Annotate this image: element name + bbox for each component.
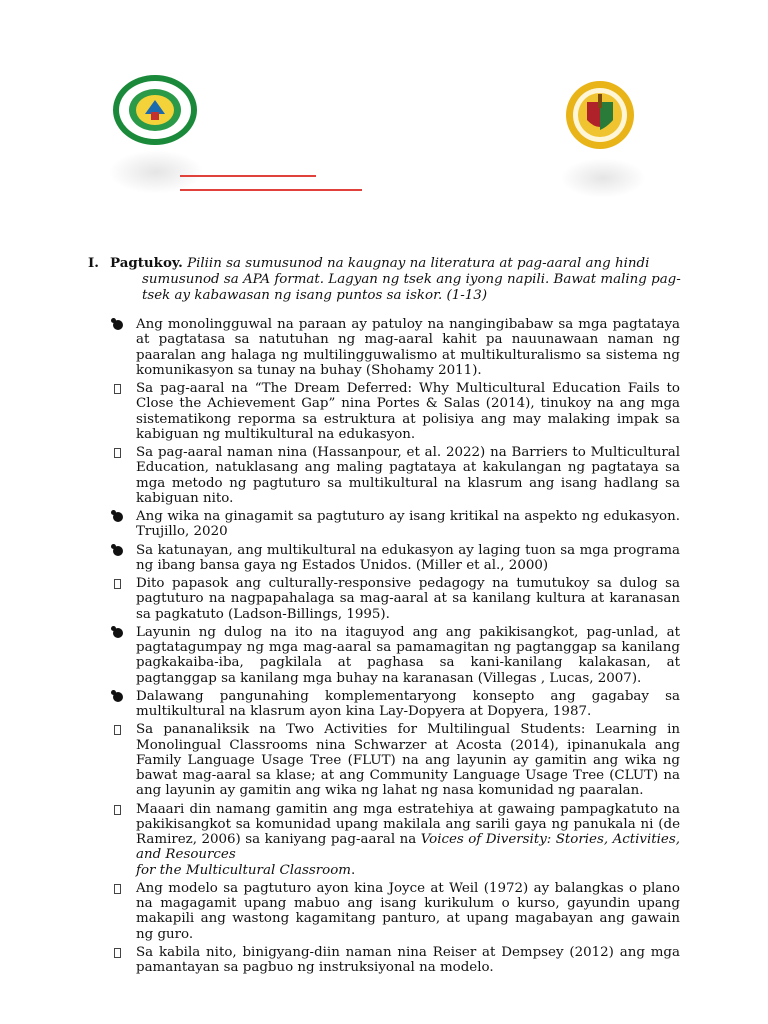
item-text: Ang monolingguwal na paraan ay patuloy na nangingibabaw sa mga pagtataya at pagtatasa sa natutuhan ng mag-aaral kahit pa nauunawaan naman ng paaralan ang halaga ng multilingguwalismo at multikulturalismo sa sistema ng komunikasyon sa tunay na buhay (Shohamy 2011). [136,317,680,378]
school-seal-logo [112,74,198,146]
instructions-line: tsek ay kabawasan ng isang puntos sa iskor. (1-13) [142,288,488,303]
list-item [112,625,680,686]
checkbox[interactable] [112,447,124,459]
checkbox[interactable] [112,511,124,523]
instructions-line: sumusunod sa APA format. Lagyan ng tsek ang iyong napili. Bawat maling pag- [142,272,681,287]
list-item [112,689,680,720]
item-text: Dito papasok ang culturally-responsive pedagogy na tumutukoy sa dulog sa pagtuturo na nagpapahalaga sa mag-aaral at sa kanilang kultura at karanasan sa pagkatuto (Ladson-Billings, 1995). [136,576,680,622]
red-underline [180,175,316,177]
item-list [112,317,680,975]
checkbox[interactable] [112,724,124,736]
list-item [112,722,680,798]
item-text: Layunin ng dulog na ito na itaguyod ang ang pakikisangkot, pag-unlad, at pagtatagumpay ng mga mag-aaral sa pamamagitan ng pagtanggap sa kanilang pagkakaiba-iba, pagkilala at paghasa sa kani-kanilang kalakasan, at pagtanggap sa kanilang mga buhay na karanasan (Villegas , Lucas, 2007). [136,624,680,686]
list-item [112,802,680,878]
instructions-line: Piliin sa sumusunod na kaugnay na literatura at pag-aaral ang hindi [187,256,650,271]
checkbox[interactable] [112,319,124,331]
list-item [112,509,680,540]
checkbox[interactable] [112,578,124,590]
item-text: Sa pag-aaral na “The Dream Deferred: Why Multicultural Education Fails to Close the Achievement Gap” nina Portes & Salas (2014), tinukoy na ang mga sistematikong reporma sa estruktura at polisiya ang may malaking impak sa kabiguan ng multikultural na edukasyon. [136,381,680,442]
item-text: Sa katunayan, ang multikultural na edukasyon ay laging tuon sa mga programa ng ibang bansa gaya ng Estados Unidos. (Miller et al., 2000) [136,542,680,573]
list-item [112,317,680,378]
list-item [112,576,680,622]
checkbox[interactable] [112,691,124,703]
logo-shadow [560,158,646,198]
list-item [112,445,680,506]
item-text-tail: . [350,862,356,878]
list-item [112,881,680,942]
red-underline [180,189,362,191]
checkbox[interactable] [112,383,124,395]
item-text: Sa pag-aaral naman nina (Hassanpour, et al. 2022) na Barriers to Multicultural Education, natuklasang ang maling pagtataya at kakulangan ng pagtataya sa mga metodo ng pagtuturo sa multikultural na klasrum ang isang hadlang sa kabiguan nito. [136,445,680,506]
item-title-italic: Voices of Diversity: Stories, Activities, and Resources [136,832,680,863]
logo-shadow [108,150,204,194]
section-heading: Pagtukoy. [110,255,183,271]
archdiocese-seal-logo [565,80,635,150]
item-text: Sa pananaliksik na Two Activities for Multilingual Students: Learning in Monolingual Classrooms nina Schwarzer at Acosta (2014), ipinanukala ang Family Language Usage Tree (FLUT) na ang layunin ay gamitin ang wika ng bawat mag-aaral sa klase; at ang Community Language Usage Tree (CLUT) na ang layunin ay gamitin ang wika ng lahat ng nasa komunidad ng paaralan. [136,722,680,799]
checkbox[interactable] [112,545,124,557]
item-text: Sa kabila nito, binigyang-diin naman nina Reiser at Dempsey (2012) ang mga pamantayan sa pagbuo ng instruksiyonal na modelo. [136,944,680,975]
item-text: Ang modelo sa pagtuturo ayon kina Joyce at Weil (1972) ay balangkas o plano na magagamit upang mabuo ang isang kurikulum o kurso, gayundin upang makapili ang wastong kagamitang panturo, at upang magabayan ang gawain ng guro. [136,880,680,942]
list-item [112,381,680,442]
instructions [88,255,683,304]
item-title-continuation: for the Multicultural Classroom [136,862,351,878]
checkbox[interactable] [112,627,124,639]
list-item [112,543,680,574]
list-item [112,945,680,976]
checkbox[interactable] [112,883,124,895]
item-text: Maaari din namang gamitin ang mga estratehiya at gawaing pampagkatuto na pakikisangkot sa komunidad upang makilala ang sarili gaya ng panukala ni (de Ramirez, 2006) sa kaniyang pag-aaral na [136,801,680,847]
section-number: I. [88,255,99,271]
item-text: Ang wika na ginagamit sa pagtuturo ay isang kritikal na aspekto ng edukasyon. Trujillo, 2020 [136,509,680,540]
checkbox[interactable] [112,947,124,959]
checkbox[interactable] [112,804,124,816]
item-text: Dalawang pangunahing komplementaryong konsepto ang gagabay sa multikultural na klasrum ayon kina Lay-Dopyera at Dopyera, 1987. [136,688,680,719]
